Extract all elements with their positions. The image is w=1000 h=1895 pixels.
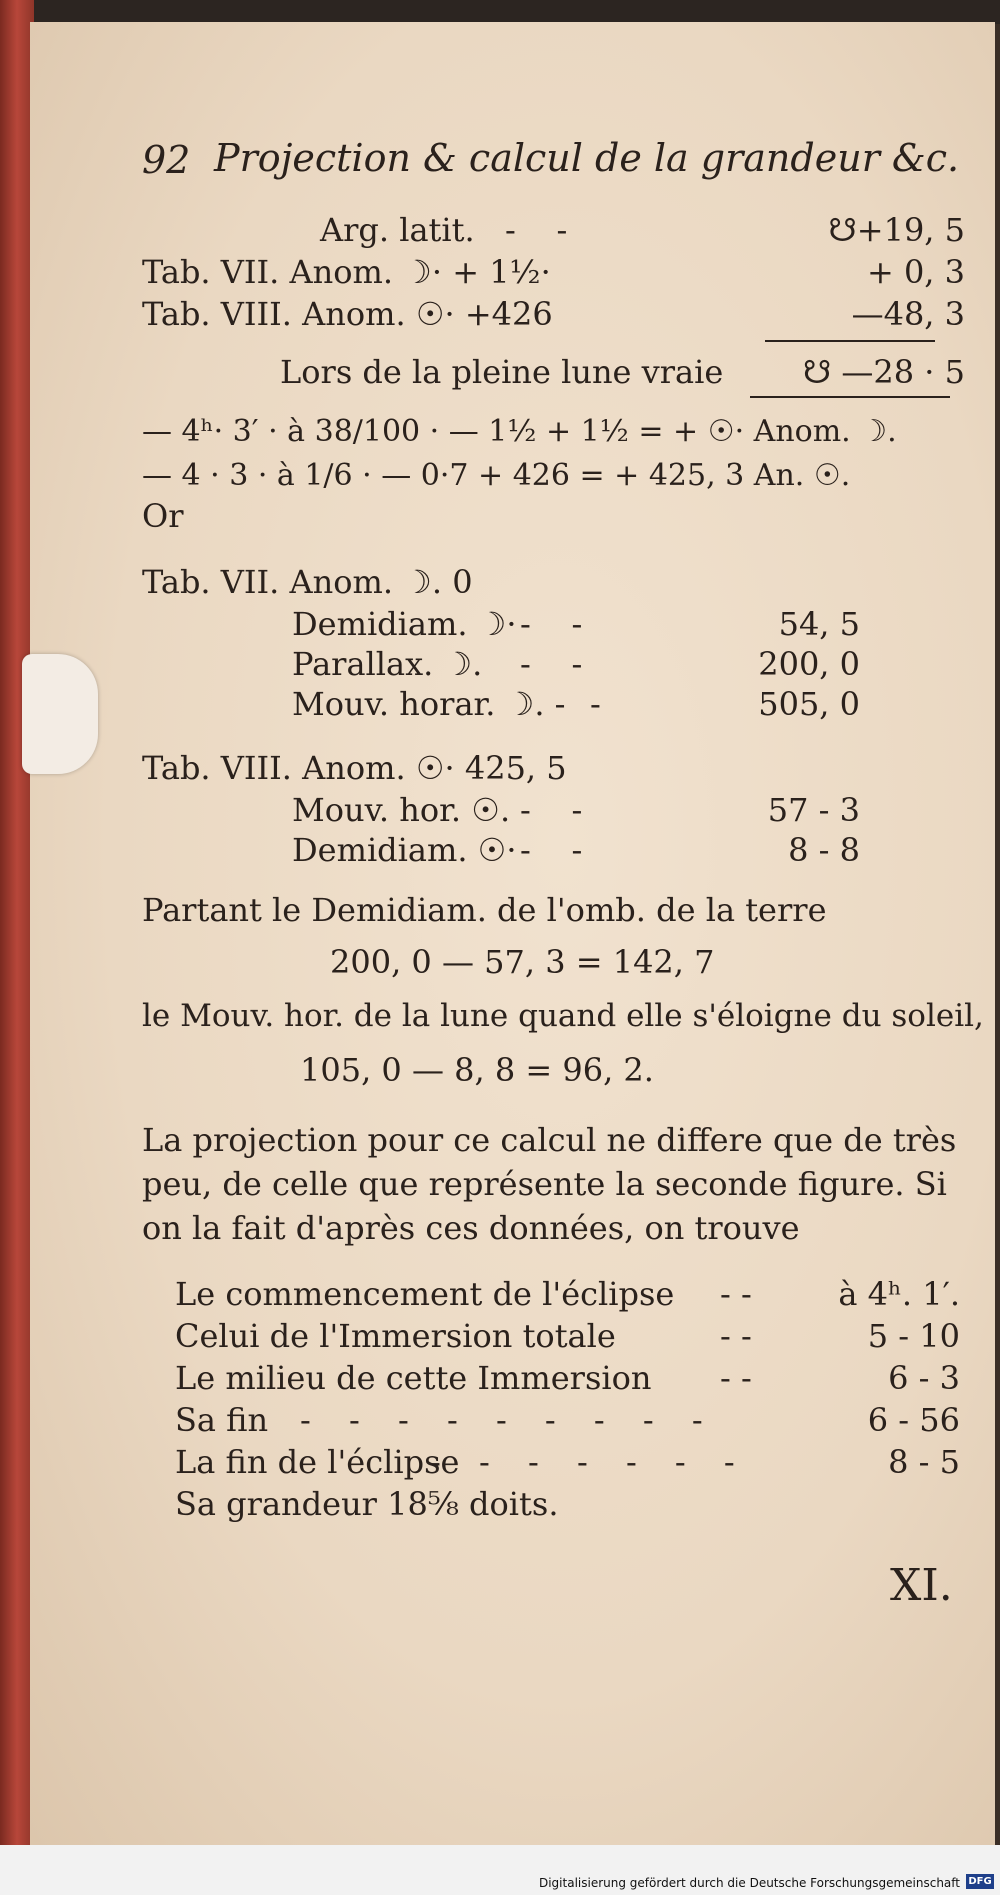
pleine-lune-label: Lors de la pleine lune vraie xyxy=(280,353,724,391)
result-label: Celui de l'Immersion totale xyxy=(175,1317,616,1355)
result-value: 6 - 3 xyxy=(888,1359,960,1397)
tab8-anom-label: Tab. VIII. Anom. ☉· +426 xyxy=(142,295,553,333)
equation-demidiam: 200, 0 — 57, 3 = 142, 7 xyxy=(330,943,715,981)
tab8-row-label: Mouv. hor. ☉. xyxy=(292,791,511,829)
result-value: 6 - 56 xyxy=(867,1401,960,1439)
running-title: Projection & calcul de la grandeur &c. xyxy=(214,136,960,180)
tab7-row-label: Mouv. horar. ☽. - xyxy=(292,685,566,723)
paragraph-line: on la fait d'après ces données, on trouve xyxy=(142,1209,800,1247)
book-spine xyxy=(0,0,34,1895)
tab7-row-dots: - - xyxy=(520,645,583,683)
tab7-anom-value: + 0, 3 xyxy=(866,253,965,291)
result-dots: - - xyxy=(720,1275,752,1313)
result-dots: - - xyxy=(720,1359,752,1397)
result-label: Sa grandeur 18⅝ doits. xyxy=(175,1485,559,1523)
dfg-logo: DFG xyxy=(966,1874,994,1889)
tab7-row-label: Parallax. ☽. xyxy=(292,645,483,683)
paragraph-line: peu, de celle que représente la seconde figure. Si xyxy=(142,1165,947,1203)
tab7-row-dots: - xyxy=(590,685,601,723)
partant-line: Partant le Demidiam. de l'omb. de la terre xyxy=(142,891,827,929)
sum-rule xyxy=(765,340,935,342)
tab8-row-dots: - - xyxy=(520,791,583,829)
page-number: 92 xyxy=(142,138,191,182)
result-label: Le milieu de cette Immersion xyxy=(175,1359,652,1397)
tab7-row-dots: - - xyxy=(520,605,583,643)
arg-latit-dots: - - xyxy=(505,211,568,249)
tab7-row-value: 54, 5 xyxy=(778,605,860,643)
result-value: 8 - 5 xyxy=(888,1443,960,1481)
tab7-row-value: 505, 0 xyxy=(758,685,860,723)
result-dots: - - xyxy=(720,1317,752,1355)
paragraph-line: La projection pour ce calcul ne differe que de très xyxy=(142,1121,957,1159)
tab8-anom-value: —48, 3 xyxy=(851,295,965,333)
tab8-heading: Tab. VIII. Anom. ☉· 425, 5 xyxy=(142,749,567,787)
mouv-hor-line: le Mouv. hor. de la lune quand elle s'éloigne du soleil, xyxy=(142,998,984,1034)
tab8-row-dots: - - xyxy=(520,831,583,869)
result-dots: - - - - - - - - - xyxy=(300,1401,717,1439)
book-top-edge xyxy=(0,0,1000,24)
equation-mouv: 105, 0 — 8, 8 = 96, 2. xyxy=(300,1051,654,1089)
or-word: Or xyxy=(142,497,184,535)
digitization-credit: Digitalisierung gefördert durch die Deutsche Forschungsgemeinschaft xyxy=(538,1876,960,1890)
result-value: 5 - 10 xyxy=(867,1317,960,1355)
tab7-row-label: Demidiam. ☽· xyxy=(292,605,517,643)
tab7-row-value: 200, 0 xyxy=(758,645,860,683)
result-label: Le commencement de l'éclipse xyxy=(175,1275,675,1313)
arg-latit-label: Arg. latit. xyxy=(320,211,475,249)
tab8-row-value: 57 - 3 xyxy=(767,791,860,829)
tab8-row-value: 8 - 8 xyxy=(788,831,860,869)
bookmark-tab xyxy=(22,654,98,774)
interpolation-line-a: — 4ʰ· 3′ · à 38/100 · — 1½ + 1½ = + ☉· Anom. ☽. xyxy=(142,414,897,449)
catchword: XI. xyxy=(890,1560,953,1611)
arg-latit-value: ☋+19, 5 xyxy=(828,211,965,249)
result-label: Sa fin xyxy=(175,1401,269,1439)
result-rule xyxy=(750,396,950,398)
tab8-row-label: Demidiam. ☉· xyxy=(292,831,517,869)
pleine-lune-value: ☋ —28 · 5 xyxy=(802,353,965,391)
interpolation-line-b: — 4 · 3 · à 1/6 · — 0·7 + 426 = + 425, 3 An. ☉. xyxy=(142,458,851,493)
result-value: à 4ʰ. 1′. xyxy=(838,1275,960,1313)
result-dots: - - - - - - - xyxy=(430,1443,749,1481)
result-label: La fin de l'éclipse xyxy=(175,1443,460,1481)
tab7-anom-label: Tab. VII. Anom. ☽· + 1½· xyxy=(142,253,551,291)
tab7-heading: Tab. VII. Anom. ☽. 0 xyxy=(142,563,473,601)
book-page xyxy=(30,22,995,1845)
